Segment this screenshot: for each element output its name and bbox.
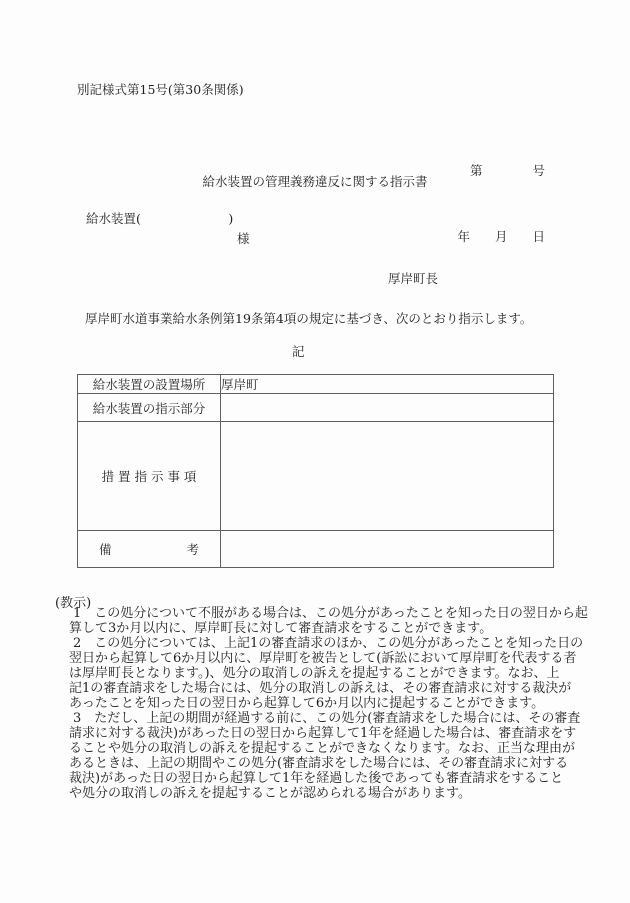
instruction-table <box>77 374 554 568</box>
addressee-honorific: 様 <box>237 231 250 246</box>
kyoji-line: や処分の取消しの訴えを提起することが認められる場合があります。 <box>69 786 471 801</box>
kyoji-line: 算して3か月以内に、厚岸町長に対して審査請求をすることができます。 <box>69 621 493 636</box>
row-label-instructed-part: 給水装置の指示部分 <box>78 394 221 422</box>
kyoji-line: 裁決)があった日の翌日から起算して1年を経過した後であっても審査請求をすること <box>69 771 564 786</box>
kyoji-line: は厚岸町長となります。)、処分の取消しの訴えを提起することができます。なお、上 <box>69 666 560 681</box>
form-style-note: 別記様式第15号(第30条関係) <box>77 82 244 97</box>
kyoji-line: 1 この処分について不服がある場合は、この処分があったことを知った日の翌日から起 <box>73 606 588 621</box>
table-row-instructed-part <box>78 394 554 422</box>
kyoji-text-block <box>69 606 588 801</box>
kyoji-line: あるときは、上記の期間やこの処分(審査請求をした場合には、その審査請求に対する <box>69 756 569 771</box>
row-value-remarks <box>221 531 554 568</box>
row-value-measure-instructions <box>221 422 554 531</box>
kyoji-line: 請求に対する裁決)があった日の翌日から起算して1年を経過した場合は、審査請求をす <box>69 726 577 741</box>
kyoji-line: あったことを知った日の翌日から起算して6か月以内に提起することができます。 <box>69 696 545 711</box>
table-row-installation-place <box>78 375 554 394</box>
document-number-block <box>457 116 545 292</box>
intro-sentence: 厚岸町水道事業給水条例第19条第4項の規定に基づき、次のとおり指示します。 <box>85 311 533 326</box>
row-value-installation-place: 厚岸町 <box>221 375 554 394</box>
table-row-measure-instructions <box>78 422 554 531</box>
kyoji-line: 記1の審査請求をした場合には、処分の取消しの訴えは、その審査請求に対する裁決が <box>69 681 572 696</box>
document-title: 給水装置の管理義務違反に関する指示書 <box>202 174 428 189</box>
kyoji-line: ることや処分の取消しの訴えを提起することができなくなります。なお、正当な理由が <box>69 741 575 756</box>
row-label-measure-instructions: 措 置 指 示 事 項 <box>78 422 221 531</box>
row-value-instructed-part <box>221 394 554 422</box>
kyoji-heading: (教示) <box>55 596 92 611</box>
addressee-line: 給水装置( ) <box>86 211 234 226</box>
kyoji-line: 2 この処分については、上記1の審査請求のほか、この処分があったことを知った日の <box>73 636 584 651</box>
row-label-remarks: 備 考 <box>78 531 221 568</box>
ki-label: 記 <box>292 344 305 359</box>
row-label-installation-place: 給水装置の設置場所 <box>78 375 221 394</box>
issuer-name: 厚岸町長 <box>388 271 439 286</box>
kyoji-line: 3 ただし、上記の期間が経過する前に、この処分(審査請求をした場合には、その審査 <box>73 711 581 726</box>
document-date-line: 年 月 日 <box>457 229 545 244</box>
table-row-remarks <box>78 531 554 568</box>
document-number-line: 第 号 <box>469 163 545 178</box>
kyoji-line: 翌日から起算して6か月以内に、厚岸町を被告として(訴訟において厚岸町を代表する者 <box>69 651 577 666</box>
